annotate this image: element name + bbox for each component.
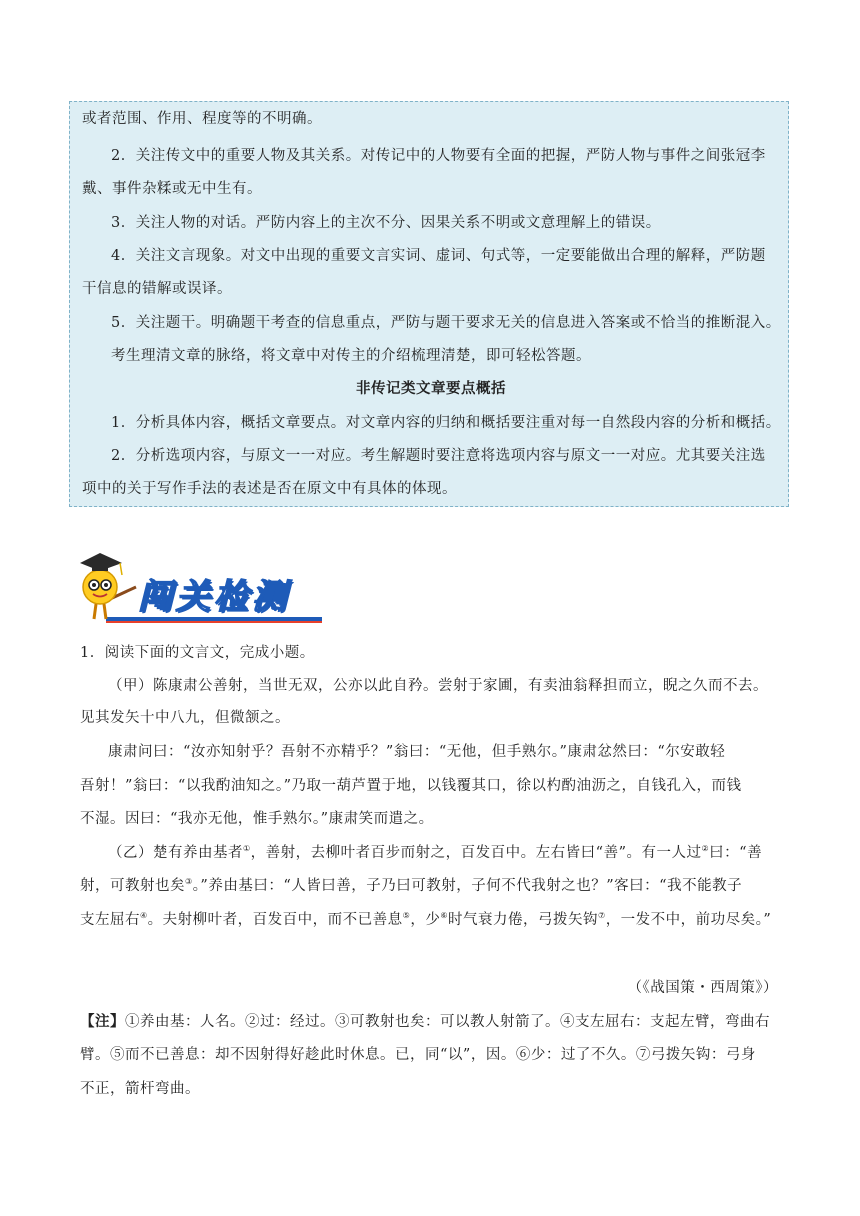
tip-line: 4．关注文言现象。对文中出现的重要文言实词、虚词、句式等，一定要能做出合理的解释，严防题 (111, 248, 766, 264)
note-line: 臂。⑤而不已善息：却不因射得好趁此时休息。已，同“以”，因。⑥少：过了不久。⑦弓拨矢钩：弓身 (80, 1047, 756, 1063)
tips-box (69, 101, 789, 507)
tip-line: 5．关注题干。明确题干考查的信息重点，严防与题干要求无关的信息进入答案或不恰当的推断混入。 (111, 315, 781, 331)
tip-line: 考生理清文章的脉络，将文章中对传主的介绍梳理清楚，即可轻松答题。 (111, 348, 591, 364)
note-line: 不正，箭杆弯曲。 (80, 1081, 200, 1097)
passage-line: 射，可教射也矣③。”养由基曰：“人皆曰善，子乃曰可教射，子何不代我射之也？”客曰：“我不能教子 (80, 877, 743, 894)
passage-line: （乙）楚有养由基者①，善射，去柳叶者百步而射之，百发百中。左右皆曰“善”。有一人过②曰：“善 (108, 844, 763, 861)
tip-line: 1．分析具体内容，概括文章要点。对文章内容的归纳和概括要注重对每一自然段内容的分析和概括。 (111, 415, 781, 431)
passage-line: 见其发矢十中八九，但微颔之。 (80, 710, 290, 726)
tips-heading: 非传记类文章要点概括 (356, 380, 506, 397)
tip-line: 3．关注人物的对话。严防内容上的主次不分、因果关系不明或文意理解上的错误。 (111, 215, 661, 231)
passage-line: （甲）陈康肃公善射，当世无双，公亦以此自矜。尝射于家圃，有卖油翁释担而立，睨之久而不去。 (108, 678, 768, 694)
tip-line: 2．关注传文中的重要人物及其关系。对传记中的人物要有全面的把握，严防人物与事件之间张冠李 (111, 148, 766, 164)
question-prompt: 1．阅读下面的文言文，完成小题。 (80, 645, 315, 661)
tip-line: 戴、事件杂糅或无中生有。 (82, 181, 262, 197)
passage-line: 康肃问曰：“汝亦知射乎？吾射不亦精乎？”翁曰：“无他，但手熟尔。”康肃忿然曰：“尔安敢轻 (108, 744, 726, 760)
passage-line: 不湿。因曰：“我亦无他，惟手熟尔。”康肃笑而遣之。 (80, 811, 434, 827)
banner-title: 闯关检测 (138, 577, 290, 617)
tip-line: 干信息的错解或误译。 (82, 281, 232, 297)
section-banner (76, 547, 322, 627)
note-line: 【注】①养由基：人名。②过：经过。③可教射也矣：可以教人射箭了。④支左屈右：支起左臂，弯曲右 (80, 1013, 770, 1030)
source-citation: （《战国策・西周策》） (627, 980, 778, 996)
tip-line: 项中的关于写作手法的表述是否在原文中有具体的体现。 (82, 481, 457, 497)
passage-line: 支左屈右④。夫射柳叶者，百发百中，而不已善息⑤，少⑥时气衰力倦，弓拨矢钩⑦，一发不中，前功尽矣。” (80, 911, 772, 928)
tip-line: 或者范围、作用、程度等的不明确。 (82, 111, 322, 127)
passage-line: 吾射！”翁曰：“以我酌油知之。”乃取一葫芦置于地，以钱覆其口，徐以杓酌油沥之，自钱孔入，而钱 (80, 778, 742, 794)
note-label: 【注】 (80, 1013, 125, 1030)
tip-line: 2．分析选项内容，与原文一一对应。考生解题时要注意将选项内容与原文一一对应。尤其要关注选 (111, 448, 766, 464)
